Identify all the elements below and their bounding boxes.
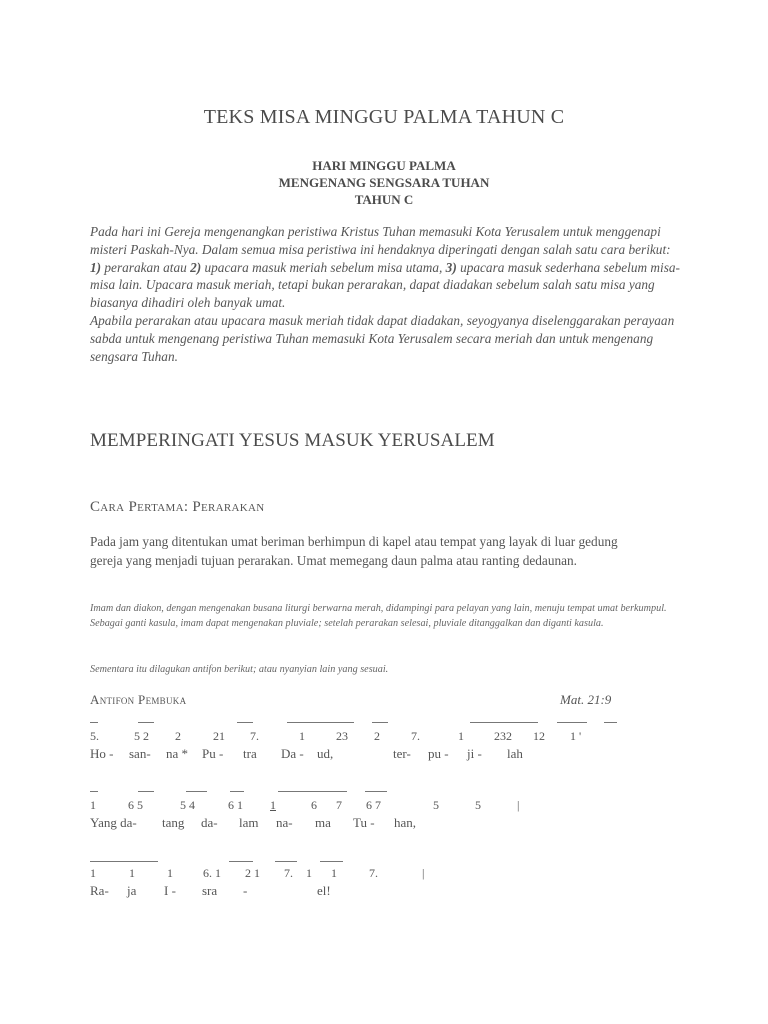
- note: 2: [374, 729, 380, 743]
- intro-paragraph-1: [90, 223, 680, 312]
- lyric: da-: [201, 815, 218, 830]
- note: 23: [336, 729, 348, 743]
- lyric: Tu -: [353, 815, 375, 830]
- beam-line: [372, 722, 388, 723]
- intro-p1-part-a: Pada hari ini Gereja mengenangkan peristiwa Kristus Tuhan memasuki Kota Yerusalem untuk menggenapi misteri Paskah-Nya. Dalam semua misa peristiwa ini hendaknya diperingati dengan salah satu cara berikut:: [90, 224, 671, 257]
- beam-line: [138, 722, 154, 723]
- lyric: ja: [127, 883, 137, 898]
- option-number-1: 1): [90, 259, 102, 275]
- rubric-paragraph-1: Imam dan diakon, dengan mengenakan busana liturgi berwarna merah, didampingi para pelayan yang lain, menuju tempat umat berkumpul. Sebagai ganti kasula, imam dapat mengenakan pluviale; setelah perarakan selesai, pluviale ditanggalkan dan diganti kasula.: [90, 603, 667, 629]
- lyric: ter-: [393, 746, 411, 761]
- antifon-label: Antifon Pembuka: [90, 692, 187, 707]
- beam-line: [287, 722, 354, 723]
- beam-line: [90, 861, 158, 862]
- beam-line: [557, 722, 587, 723]
- note: 7.: [250, 729, 259, 743]
- note: 7.: [284, 866, 293, 880]
- intro-p1-part-d: upacara masuk sederhana sebelum misa-misa lain. Upacara masuk meriah, tetapi bukan perarakan, dapat diadakan sebelum salah satu misa yang biasanya dihadiri oleh banyak umat.: [90, 259, 680, 311]
- note: 21: [213, 729, 225, 743]
- intro-p1-part-c: upacara masuk meriah sebelum misa utama,: [201, 259, 446, 275]
- lyric: han,: [394, 815, 417, 830]
- note: 1 ': [570, 729, 582, 743]
- subtitle-line-2: MENGENANG SENGSARA TUHAN: [278, 175, 490, 190]
- beam-line: [365, 791, 387, 792]
- lyric: pu -: [428, 746, 449, 761]
- intro-paragraph-2: Apabila perarakan atau upacara masuk meriah tidak dapat diadakan, seyogyanya diselenggarakan perayaan sabda untuk mengenang peristiwa Tuhan memasuki Kota Yerusalem secara meriah dan untuk mengenang sengsara Tuhan.: [90, 312, 675, 364]
- note: 1: [299, 729, 305, 743]
- beam-line: [237, 722, 253, 723]
- intro-p1-part-b: perarakan atau: [101, 259, 191, 275]
- lyric: ud,: [317, 746, 334, 761]
- lyric: Yang da-: [90, 815, 137, 830]
- note: 1: [270, 798, 276, 812]
- lyric: tra: [243, 746, 257, 761]
- bar-line: |: [517, 798, 520, 812]
- beam-line: [230, 791, 244, 792]
- subtitle-line-3: TAHUN C: [354, 192, 414, 207]
- lyric: na *: [166, 746, 189, 761]
- beam-line: [278, 791, 347, 792]
- note: 6. 1: [203, 866, 221, 880]
- note: 1: [167, 866, 173, 880]
- lyric: sra: [202, 883, 218, 898]
- lyric: Pu -: [202, 746, 224, 761]
- lyric: na-: [276, 815, 293, 830]
- note: 5: [475, 798, 481, 812]
- bar-line: |: [422, 866, 425, 880]
- note: 6: [311, 798, 317, 812]
- note: 5.: [90, 729, 99, 743]
- option-number-3: 3): [445, 259, 457, 275]
- beam-line: [90, 791, 98, 792]
- lyric: -: [243, 883, 248, 898]
- note: 1: [129, 866, 135, 880]
- note: 2 1: [245, 866, 260, 880]
- body-paragraph: Pada jam yang ditentukan umat beriman berhimpun di kapel atau tempat yang layak di luar gedung gereja yang menjadi tujuan perarakan. Umat memegang daun palma atau ranting dedaunan.: [90, 534, 618, 568]
- lyric: Ra-: [90, 883, 109, 898]
- beam-line: [604, 722, 617, 723]
- beam-line: [90, 722, 98, 723]
- lyric: Ho -: [90, 746, 114, 761]
- note: 1: [458, 729, 464, 743]
- beam-line: [229, 861, 253, 862]
- note: 1: [90, 866, 96, 880]
- note: 7: [336, 798, 342, 812]
- lyric: ma: [315, 815, 331, 830]
- note: 1: [306, 866, 312, 880]
- lyric: lah: [507, 746, 523, 761]
- note: 6 5: [128, 798, 143, 812]
- intro-text: [90, 223, 680, 365]
- note: 5 4: [180, 798, 195, 812]
- beam-line: [320, 861, 343, 862]
- rubric-paragraph-2: Sementara itu dilagukan antifon berikut; atau nyanyian lain yang sesuai.: [90, 664, 389, 675]
- lyric: san-: [129, 746, 151, 761]
- antifon-reference: Mat. 21:9: [560, 692, 612, 707]
- note: 232: [494, 729, 512, 743]
- note: 6 1: [228, 798, 243, 812]
- lyric: el!: [317, 883, 331, 898]
- lyric: lam: [239, 815, 259, 830]
- lyric: tang: [162, 815, 185, 830]
- note: 7.: [369, 866, 378, 880]
- note: 5 2: [134, 729, 149, 743]
- beam-line: [186, 791, 207, 792]
- option-number-2: 2): [190, 259, 202, 275]
- note: 7.: [411, 729, 420, 743]
- note: 1: [90, 798, 96, 812]
- lyric: ji -: [467, 746, 482, 761]
- section-heading: MEMPERINGATI YESUS MASUK YERUSALEM: [90, 430, 495, 451]
- lyric: I -: [164, 883, 176, 898]
- beam-line: [470, 722, 538, 723]
- beam-line: [275, 861, 297, 862]
- subsection-heading: Cara Pertama: Perarakan: [90, 499, 265, 515]
- page-title: TEKS MISA MINGGU PALMA TAHUN C: [203, 106, 565, 128]
- lyric: Da -: [281, 746, 304, 761]
- note: 12: [533, 729, 545, 743]
- note: 6 7: [366, 798, 381, 812]
- subtitle-line-1: HARI MINGGU PALMA: [312, 158, 456, 173]
- note: 1: [331, 866, 337, 880]
- beam-line: [138, 791, 154, 792]
- note: 2: [175, 729, 181, 743]
- note: 5: [433, 798, 439, 812]
